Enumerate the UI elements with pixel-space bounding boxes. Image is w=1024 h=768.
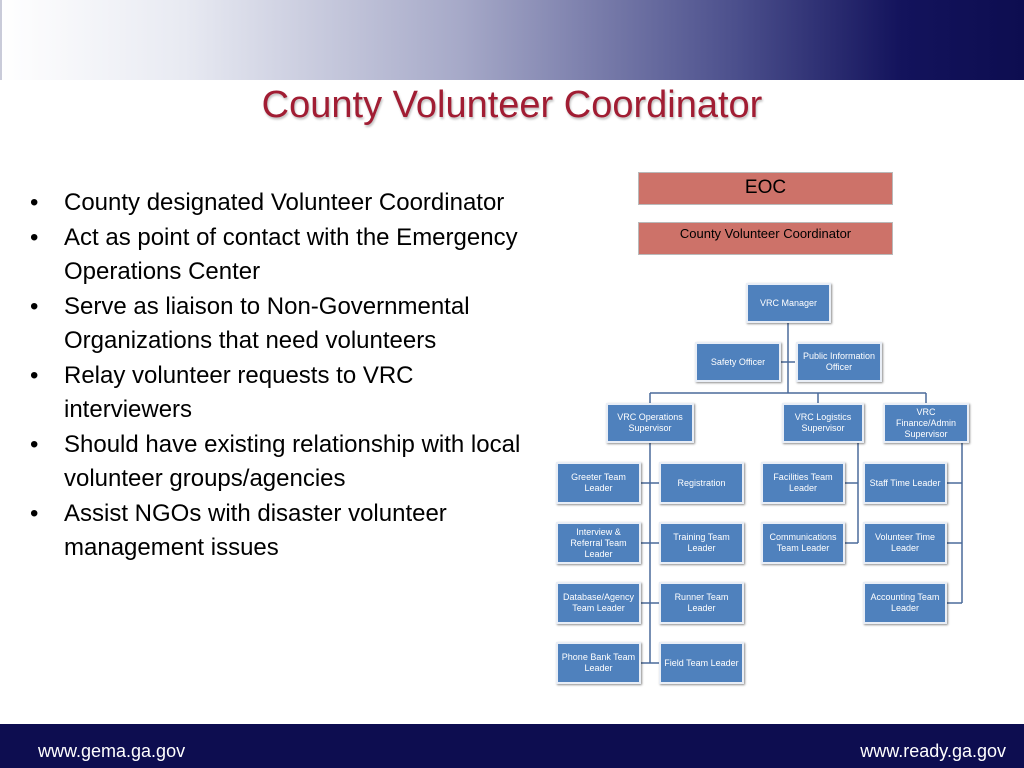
org-node-phone-bank-team-leader: Phone Bank Team Leader <box>556 642 641 684</box>
org-node-operations-supervisor: VRC Operations Supervisor <box>606 403 694 443</box>
bullet-dot: • <box>30 500 39 527</box>
footer-link-gema[interactable]: www.gema.ga.gov <box>38 741 186 761</box>
eoc-box: EOC <box>638 172 893 205</box>
bullet-dot: • <box>30 189 39 216</box>
bullet-dot: • <box>30 431 39 458</box>
org-node-registration: Registration <box>659 462 744 504</box>
org-node-volunteer-time-leader: Volunteer Time Leader <box>863 522 947 564</box>
org-node-finance-admin-supervisor: VRC Finance/Admin Supervisor <box>883 403 969 443</box>
bullet-text: Act as point of contact with the Emergency Operations Center <box>64 224 518 285</box>
org-node-public-information-officer: Public Information Officer <box>796 342 882 382</box>
org-node-accounting-team-leader: Accounting Team Leader <box>863 582 947 624</box>
bullet-dot: • <box>30 293 39 320</box>
footer-link-ready[interactable]: www.ready.ga.gov <box>860 741 1006 761</box>
org-node-database-agency-team-leader: Database/Agency Team Leader <box>556 582 641 624</box>
county-volunteer-coordinator-box: County Volunteer Coordinator <box>638 222 893 255</box>
org-node-interview-referral-team-leader: Interview & Referral Team Leader <box>556 522 641 564</box>
org-node-field-team-leader: Field Team Leader <box>659 642 744 684</box>
bullet-text: County designated Volunteer Coordinator <box>64 189 505 216</box>
org-node-staff-time-leader: Staff Time Leader <box>863 462 947 504</box>
org-node-training-team-leader: Training Team Leader <box>659 522 744 564</box>
bullet-text: Serve as liaison to Non-Governmental Organizations that need volunteers <box>64 293 470 354</box>
bullet-text: Should have existing relationship with local volunteer groups/agencies <box>64 431 521 492</box>
org-node-runner-team-leader: Runner Team Leader <box>659 582 744 624</box>
bullet-text: Assist NGOs with disaster volunteer management issues <box>64 500 447 561</box>
bullet-dot: • <box>30 224 39 251</box>
bullet-dot: • <box>30 362 39 389</box>
org-node-greeter-team-leader: Greeter Team Leader <box>556 462 641 504</box>
org-node-communications-team-leader: Communications Team Leader <box>761 522 845 564</box>
org-node-facilities-team-leader: Facilities Team Leader <box>761 462 845 504</box>
org-node-safety-officer: Safety Officer <box>695 342 781 382</box>
org-node-vrc-manager: VRC Manager <box>746 283 831 323</box>
org-node-logistics-supervisor: VRC Logistics Supervisor <box>782 403 864 443</box>
bullet-text: Relay volunteer requests to VRC interviewers <box>64 362 414 423</box>
slide-title: County Volunteer Coordinator <box>261 84 763 126</box>
